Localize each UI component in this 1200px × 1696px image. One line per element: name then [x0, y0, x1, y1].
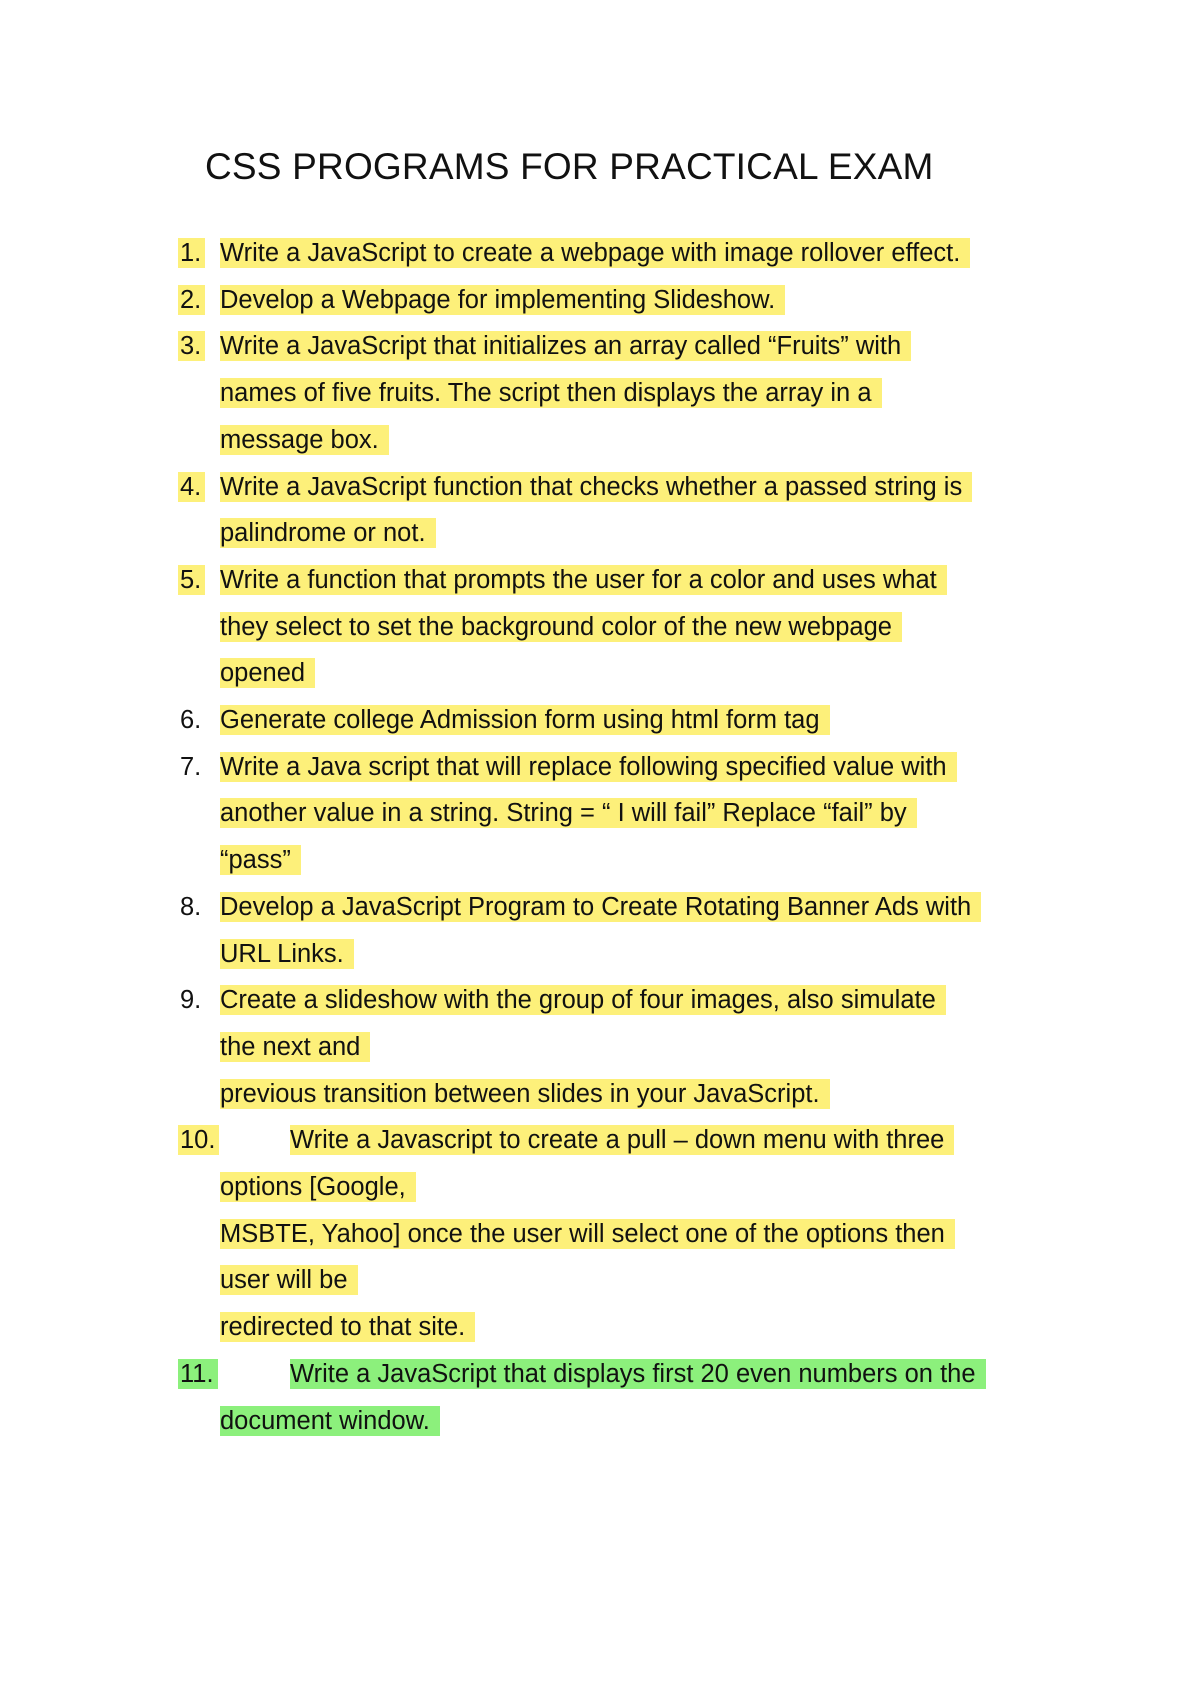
list-item-text: Develop a JavaScript Program to Create Rotating Banner Ads with — [220, 892, 981, 922]
list-item-number: 2. — [178, 285, 205, 315]
list-item-text: options [Google, — [220, 1172, 416, 1202]
list-item-number: 6. — [180, 706, 202, 734]
list-item-text: they select to set the background color of the new webpage — [220, 612, 902, 642]
list-item-text: Write a function that prompts the user for a color and uses what — [220, 565, 947, 595]
list-item-text: Write a Java script that will replace following specified value with — [220, 752, 957, 782]
list-item-text: the next and — [220, 1032, 370, 1062]
list-item-number: 8. — [180, 892, 202, 921]
list-item-text: opened — [220, 658, 315, 688]
list-item-text: names of five fruits. The script then displays the array in a — [220, 378, 882, 408]
list-item-text: palindrome or not. — [220, 518, 436, 548]
list-item-number: 1. — [178, 238, 205, 268]
list-item-text: previous transition between slides in your JavaScript. — [220, 1079, 830, 1109]
list-item-number: 7. — [180, 752, 202, 781]
list-item-text: Write a JavaScript that displays first 20 even numbers on the — [290, 1359, 986, 1389]
list-item-text: Generate college Admission form using html form tag — [220, 705, 830, 735]
list-item-text: redirected to that site. — [220, 1312, 475, 1342]
list-item-text: Write a JavaScript function that checks whether a passed string is — [220, 472, 972, 502]
list-item-text: Write a JavaScript that initializes an array called “Fruits” with — [220, 331, 911, 361]
list-item-number: 4. — [178, 472, 205, 502]
list-item-text: another value in a string. String = “ I will fail” Replace “fail” by — [220, 798, 917, 828]
list-item-text: user will be — [220, 1265, 358, 1295]
list-item-text: Develop a Webpage for implementing Slideshow. — [220, 285, 785, 315]
list-item-text: “pass” — [220, 845, 301, 875]
list-item-number: 9. — [180, 986, 202, 1015]
list-item-text: MSBTE, Yahoo] once the user will select one of the options then — [220, 1219, 955, 1249]
list-item-number: 11. — [178, 1359, 218, 1389]
list-item-text: document window. — [220, 1406, 440, 1436]
list-item-text: Write a JavaScript to create a webpage with image rollover effect. — [220, 238, 970, 268]
list-item-text: message box. — [220, 425, 389, 455]
page-title: CSS PROGRAMS FOR PRACTICAL EXAM — [205, 146, 934, 187]
list-item-number: 3. — [178, 331, 205, 361]
list-item-number: 5. — [178, 565, 205, 595]
list-item-text: Write a Javascript to create a pull – down menu with three — [290, 1125, 954, 1155]
list-item-number: 10. — [178, 1125, 219, 1155]
list-item-text: Create a slideshow with the group of four images, also simulate — [220, 985, 946, 1015]
list-item-text: URL Links. — [220, 939, 354, 969]
